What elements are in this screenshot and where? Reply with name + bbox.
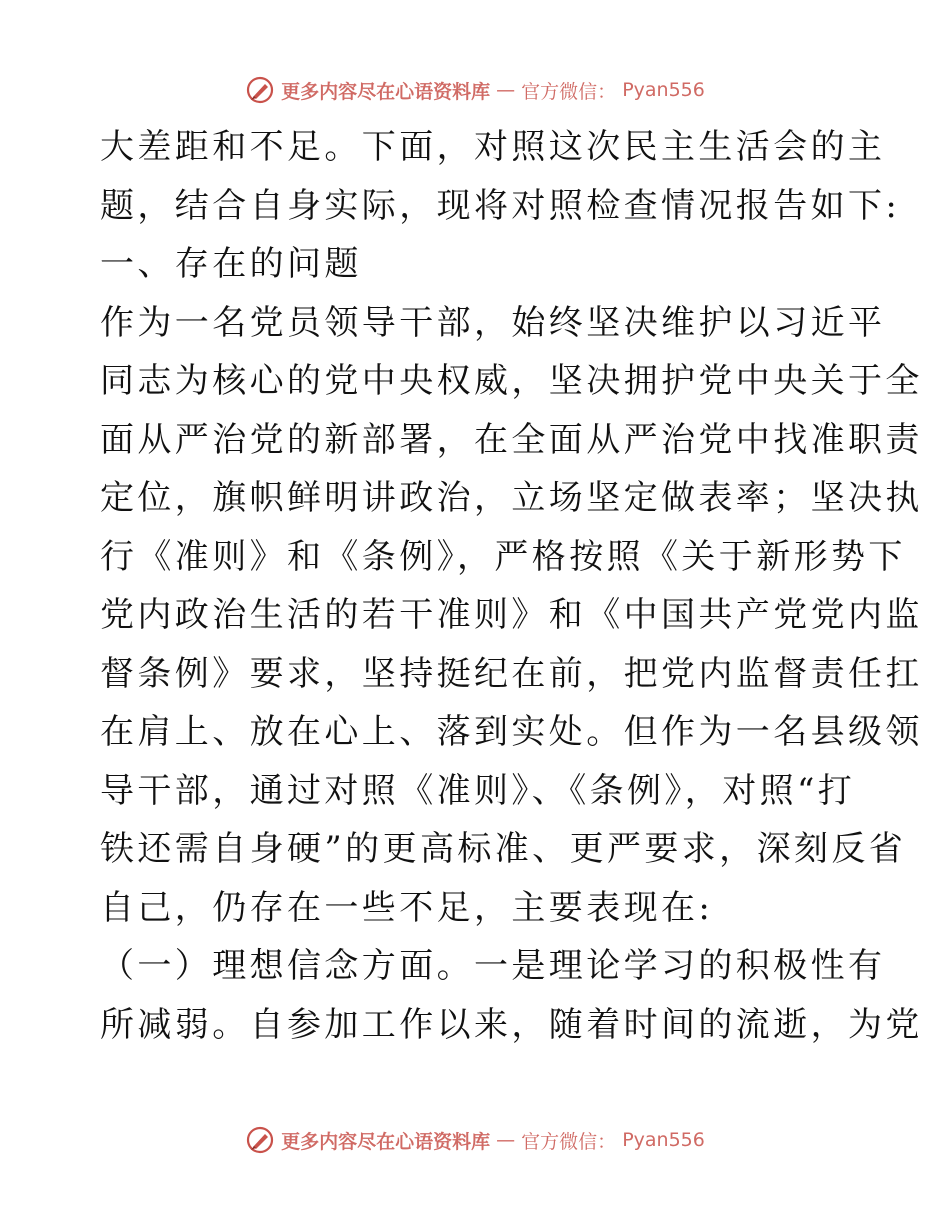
text-line: 铁还需自身硬”的更高标准、更严要求，深刻反省 — [100, 829, 907, 869]
watermark-main-text: 更多内容尽在心语资料库 — [281, 1130, 491, 1153]
text-line: 在肩上、放在心上、落到实处。但作为一名县级领 — [100, 712, 923, 752]
header-watermark — [0, 72, 950, 108]
text-line: 党内政治生活的若干准则》和《中国共产党党内监 — [100, 595, 923, 635]
subsection-heading: （一）理想信念方面。一是理论学习的积极性有 — [100, 946, 886, 986]
document-body — [100, 118, 923, 1054]
text-line: 导干部，通过对照《准则》、《条例》，对照“打 — [100, 770, 856, 811]
text-line: 定位，旗帜鲜明讲政治，立场坚定做表率；坚决执 — [100, 478, 923, 518]
watermark-id: Pyan556 — [622, 79, 705, 101]
text-line: 题，结合自身实际，现将对照检查情况报告如下: — [100, 185, 901, 226]
watermark-dash: — — [496, 1129, 516, 1151]
text-line: 大差距和不足。下面，对照这次民主生活会的主 — [100, 127, 886, 167]
text-line: 自己，仍存在一些不足，主要表现在: — [100, 887, 714, 928]
text-line: 作为一名党员领导干部，始终坚决维护以习近平 — [100, 302, 886, 343]
text-line: 同志为核心的党中央权威，坚决拥护党中央关于全 — [100, 361, 923, 401]
leaf-pen-logo-icon — [245, 1125, 275, 1155]
footer-watermark — [0, 1122, 950, 1158]
watermark-sub-text: 官方微信： — [521, 80, 617, 103]
watermark-id: Pyan556 — [622, 1129, 705, 1151]
text-line: 督条例》要求，坚持挺纪在前，把党内监督责任扛 — [100, 653, 923, 694]
watermark-main-text: 更多内容尽在心语资料库 — [281, 80, 491, 103]
watermark-dash: — — [496, 79, 516, 101]
leaf-pen-logo-icon — [245, 75, 275, 105]
text-line: 面从严治党的新部署，在全面从严治党中找准职责 — [100, 419, 923, 460]
text-line: 行《准则》和《条例》，严格按照《关于新形势下 — [100, 536, 906, 577]
section-heading: 一、存在的问题 — [100, 244, 362, 284]
text-line: 所减弱。自参加工作以来，随着时间的流逝，为党 — [100, 1004, 923, 1045]
watermark-sub-text: 官方微信： — [521, 1130, 617, 1153]
